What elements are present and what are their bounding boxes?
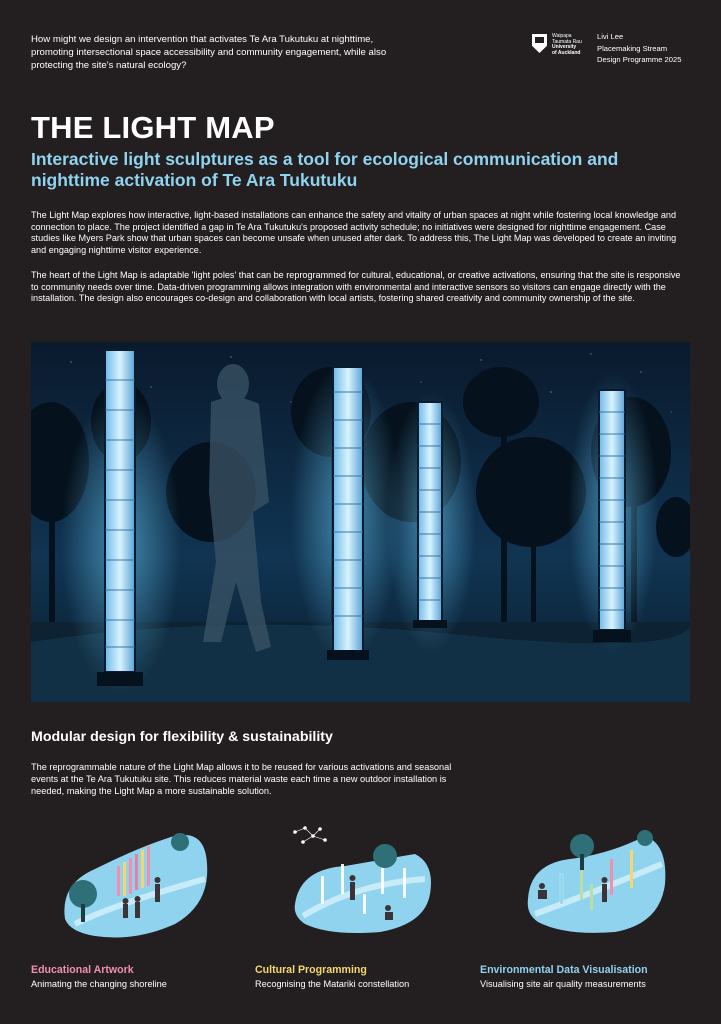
card-title-educational: Educational Artwork xyxy=(31,964,134,976)
author-block xyxy=(597,31,681,66)
hero-render-image xyxy=(31,342,690,702)
environmental-data-illustration xyxy=(520,824,670,944)
educational-artwork-illustration xyxy=(55,824,215,944)
author-name: Livi Lee xyxy=(597,32,624,41)
uni-line: Waipapa xyxy=(552,33,572,39)
university-logo xyxy=(532,34,582,56)
author-programme: Design Programme 2025 xyxy=(597,55,682,64)
cultural-programming-illustration xyxy=(285,824,435,944)
card-title-environmental: Environmental Data Visualisation xyxy=(480,964,648,976)
uni-line: of Auckland xyxy=(552,49,581,56)
author-stream: Placemaking Stream xyxy=(597,43,668,53)
card-subtitle-cultural: Recognising the Matariki constellation xyxy=(255,979,410,989)
uni-line: University xyxy=(552,44,577,51)
modular-body: The reprogrammable nature of the Light Map allows it to be reused for various activations and seasonal events at the Te Ara Tukutuku site. This reduces material waste each time a new outdoor installation is needed, making the Light Map a more sustainable solution. xyxy=(31,762,452,796)
university-wordmark xyxy=(552,34,582,56)
card-subtitle-environmental: Visualising site air quality measurements xyxy=(480,979,646,989)
intro-paragraph: The Light Map explores how interactive, light-based installations can enhance the safety and vitality of urban spaces at night while fostering local knowledge and connection to place. The project identified a gap in Te Ara Tukutuku's proposed activity schedule; no initiatives were designed for nighttime engagement. Case studies like Myers Park show that urban spaces can become unsafe when unused after dark. To address this, The Light Map was developed to create an inviting and engaging nighttime visitor experience. xyxy=(31,210,677,255)
research-question: How might we design an intervention that activates Te Ara Tukutuku at nighttime, promoting intersectional space accessibility and community engagement, while also protecting the site's natural ecology? xyxy=(31,34,387,71)
page-subtitle: Interactive light sculptures as a tool for ecological communication and nighttime activation of Te Ara Tukutuku xyxy=(31,149,619,190)
modular-heading: Modular design for flexibility & sustainability xyxy=(31,729,333,745)
page-title: THE LIGHT MAP xyxy=(31,110,275,145)
card-title-cultural: Cultural Programming xyxy=(255,964,367,976)
crest-icon xyxy=(532,34,547,53)
concept-paragraph: The heart of the Light Map is adaptable 'light poles' that can be reprogrammed for cultural, educational, or creative activations, ensuring that the site is responsive to community needs over time. Data-driven programming allows integration with environmental and interactive sensors so visitors can engage directly with the installation. The design also encourages co-design and collaboration with local artists, fostering shared creativity and community ownership of the site. xyxy=(31,270,681,304)
card-subtitle-educational: Animating the changing shoreline xyxy=(31,979,167,989)
uni-line: Taumata Rau xyxy=(552,38,582,45)
